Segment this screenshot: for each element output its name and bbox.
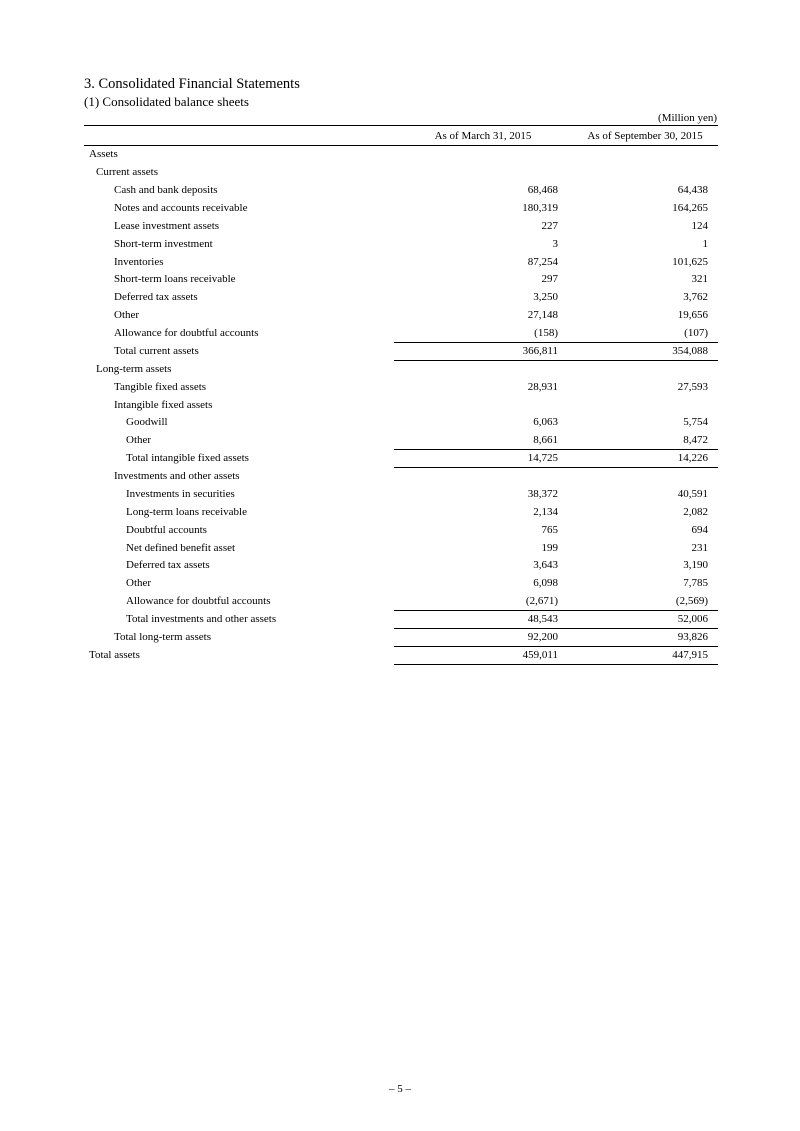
- value-september: 5,754: [683, 416, 708, 429]
- table-row: [84, 575, 718, 593]
- table-row: [84, 217, 718, 235]
- value-september: 447,915: [572, 647, 718, 665]
- value-september: 164,265: [672, 202, 708, 214]
- value-september: 27,593: [677, 380, 708, 393]
- label-header: [84, 126, 394, 146]
- column-header-september: As of September 30, 2015: [572, 126, 718, 146]
- table-row: [84, 503, 718, 521]
- value-september: 19,656: [677, 309, 708, 322]
- table-row: [84, 557, 718, 575]
- value-september: 14,226: [572, 450, 718, 468]
- value-march: 27,148: [527, 309, 558, 322]
- table-row: [84, 271, 718, 289]
- row-label: Investments in securities: [126, 488, 235, 501]
- total-row: [84, 450, 718, 468]
- total-row: [84, 342, 718, 360]
- value-september: 354,088: [572, 342, 718, 360]
- value-march: 459,011: [394, 647, 572, 665]
- value-september: [572, 396, 718, 414]
- value-september: 694: [691, 523, 708, 536]
- row-label: Total current assets: [114, 344, 199, 357]
- row-label: Short-term loans receivable: [114, 273, 236, 286]
- value-march: 38,372: [527, 488, 558, 501]
- value-september: 321: [691, 273, 708, 286]
- subtitle: (1) Consolidated balance sheets: [84, 94, 249, 109]
- table-row: [84, 325, 718, 343]
- total-row: [84, 629, 718, 647]
- row-label: Inventories: [114, 255, 164, 268]
- row-label: Notes and accounts receivable: [114, 202, 248, 214]
- value-march: 68,468: [527, 184, 558, 197]
- value-march: [394, 164, 572, 182]
- row-label: Intangible fixed assets: [114, 398, 213, 411]
- section-title: 3. Consolidated Financial Statements: [84, 76, 300, 92]
- row-label: Assets: [89, 148, 118, 161]
- value-september: [572, 468, 718, 486]
- table-row: [84, 182, 718, 200]
- row-label: Investments and other assets: [114, 470, 240, 483]
- value-march: 3,643: [533, 559, 558, 572]
- table-row: [84, 593, 718, 611]
- value-march: [394, 396, 572, 414]
- value-september: 3,762: [683, 291, 708, 304]
- table-row: [84, 414, 718, 432]
- table-row: [84, 289, 718, 307]
- value-march: (158): [534, 326, 558, 339]
- value-march: (2,671): [525, 594, 558, 607]
- value-march: 765: [541, 523, 558, 536]
- value-september: [572, 360, 718, 378]
- row-label: Doubtful accounts: [126, 523, 207, 536]
- value-march: 366,811: [394, 342, 572, 360]
- row-label: Lease investment assets: [114, 219, 220, 232]
- row-label: Other: [126, 577, 152, 590]
- table-row: [84, 360, 718, 378]
- value-march: 297: [541, 273, 558, 286]
- header-row: [84, 126, 718, 146]
- row-label: Allowance for doubtful accounts: [114, 327, 259, 340]
- value-september: [572, 164, 718, 182]
- table-row: [84, 468, 718, 486]
- row-label: Current assets: [96, 166, 159, 179]
- value-march: 2,134: [533, 505, 558, 518]
- row-label: Short-term investment: [114, 237, 213, 250]
- value-march: 8,661: [533, 434, 558, 447]
- row-label: Total intangible fixed assets: [126, 452, 249, 465]
- value-march: 28,931: [527, 380, 558, 393]
- row-label: Long-term assets: [96, 362, 172, 375]
- row-label: Goodwill: [126, 416, 168, 429]
- row-label: Tangible fixed assets: [114, 380, 207, 393]
- value-september: 93,826: [572, 629, 718, 647]
- table-row: [84, 164, 718, 182]
- value-march: 87,254: [527, 255, 558, 268]
- value-september: 7,785: [683, 577, 708, 590]
- table-row: [84, 486, 718, 504]
- value-september: 3,190: [683, 559, 708, 572]
- value-march: 14,725: [394, 450, 572, 468]
- row-label: Net defined benefit asset: [126, 541, 236, 554]
- table-row: [84, 378, 718, 396]
- table-row: [84, 253, 718, 271]
- value-september: 52,006: [572, 611, 718, 629]
- value-september: 8,472: [683, 434, 708, 447]
- table-row: [84, 200, 718, 218]
- value-september: 124: [691, 219, 708, 232]
- value-march: 6,098: [533, 577, 558, 590]
- value-march: [394, 468, 572, 486]
- row-label: Total assets: [89, 649, 140, 662]
- value-march: 3,250: [533, 291, 558, 304]
- value-september: 1: [702, 237, 708, 250]
- row-label: Total investments and other assets: [126, 613, 277, 626]
- page-number: – 5 –: [389, 1083, 411, 1095]
- row-label: Deferred tax assets: [114, 291, 198, 304]
- row-label: Long-term loans receivable: [126, 505, 247, 518]
- value-march: 180,319: [522, 202, 558, 214]
- value-march: 92,200: [394, 629, 572, 647]
- value-september: 64,438: [677, 184, 708, 197]
- value-september: 101,625: [672, 255, 708, 268]
- row-label: Allowance for doubtful accounts: [126, 595, 271, 608]
- row-label: Cash and bank deposits: [114, 184, 218, 197]
- value-september: (107): [684, 326, 708, 339]
- row-label: Total long-term assets: [114, 631, 211, 644]
- total-row: [84, 611, 718, 629]
- total-row: [84, 647, 718, 665]
- row-label: Other: [114, 309, 140, 322]
- column-header-march: As of March 31, 2015: [394, 126, 572, 146]
- table-row: [84, 396, 718, 414]
- table-row: [84, 521, 718, 539]
- balance-sheet-table: [84, 125, 718, 665]
- value-september: 2,082: [683, 505, 708, 518]
- value-march: 199: [541, 541, 558, 554]
- value-september: [572, 146, 718, 164]
- value-march: 3: [552, 237, 558, 250]
- value-march: [394, 146, 572, 164]
- value-september: 40,591: [677, 488, 708, 501]
- value-march: 227: [541, 219, 558, 232]
- row-label: Deferred tax assets: [126, 559, 210, 572]
- table-row: [84, 539, 718, 557]
- table-row: [84, 432, 718, 450]
- unit-label: (Million yen): [658, 112, 717, 124]
- table-row: [84, 307, 718, 325]
- value-september: (2,569): [675, 594, 708, 607]
- value-march: [394, 360, 572, 378]
- table-row: [84, 235, 718, 253]
- value-march: 48,543: [394, 611, 572, 629]
- row-label: Other: [126, 434, 152, 447]
- value-september: 231: [691, 541, 708, 554]
- value-march: 6,063: [533, 416, 558, 429]
- table-row: [84, 146, 718, 164]
